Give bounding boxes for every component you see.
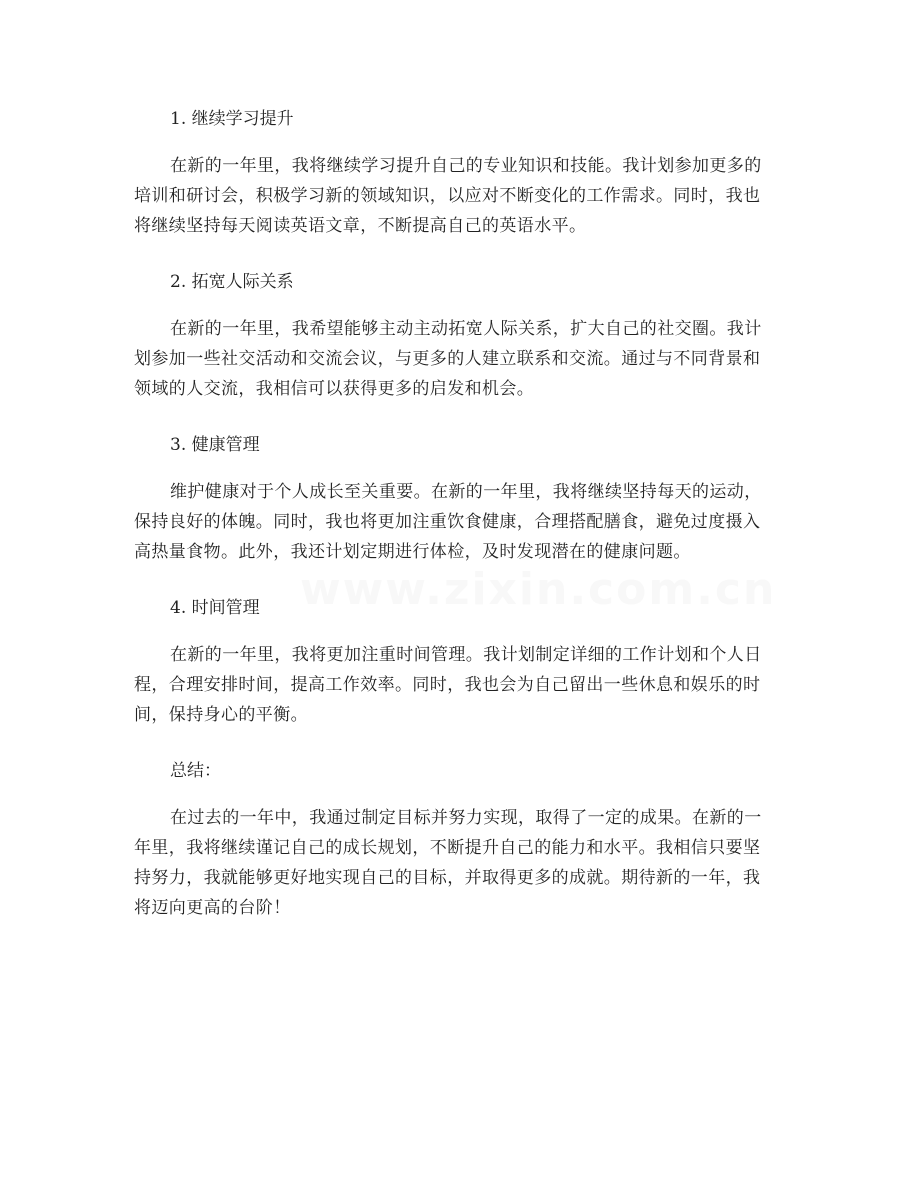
document-body [134, 104, 786, 949]
section-heading: 3. 健康管理 [170, 435, 260, 455]
paragraph-line: 保持良好的体魄。同时，我也将更加注重饮食健康，合理搭配膳食，避免过度摄入 [134, 512, 761, 532]
paragraph-line: 在过去的一年中，我通过制定目标并努力实现，取得了一定的成果。在新的一 [170, 808, 762, 828]
section-heading: 1. 继续学习提升 [170, 109, 294, 129]
section-heading: 2. 拓宽人际关系 [170, 272, 294, 292]
section-paragraph [134, 151, 786, 241]
paragraph-line: 持努力，我就能够更好地实现自己的目标，并取得更多的成就。期待新的一年，我 [134, 868, 761, 888]
paragraph-line: 划参加一些社交活动和交流会议，与更多的人建立联系和交流。通过与不同背景和 [134, 349, 761, 369]
section-paragraph [134, 477, 786, 567]
section-paragraph [134, 314, 786, 404]
section-paragraph [134, 640, 786, 730]
paragraph-line: 维护健康对于个人成长至关重要。在新的一年里，我将继续坚持每天的运动， [170, 482, 762, 502]
paragraph-line: 将继续坚持每天阅读英语文章，不断提高自己的英语水平。 [134, 216, 587, 236]
paragraph-line: 领域的人交流，我相信可以获得更多的启发和机会。 [134, 379, 535, 399]
summary-paragraph [134, 803, 786, 923]
paragraph-line: 在新的一年里，我将更加注重时间管理。我计划制定详细的工作计划和个人日 [170, 645, 762, 665]
paragraph-line: 将迈向更高的台阶！ [134, 898, 291, 918]
paragraph-line: 培训和研讨会，积极学习新的领域知识，以应对不断变化的工作需求。同时，我也 [134, 186, 761, 206]
paragraph-line: 在新的一年里，我将继续学习提升自己的专业知识和技能。我计划参加更多的 [170, 156, 762, 176]
paragraph-line: 在新的一年里，我希望能够主动主动拓宽人际关系，扩大自己的社交圈。我计 [170, 319, 762, 339]
watermark: www.zixin.com.cn [300, 564, 777, 615]
paragraph-line: 高热量食物。此外，我还计划定期进行体检，及时发现潜在的健康问题。 [134, 542, 691, 562]
section-heading: 4. 时间管理 [170, 598, 260, 618]
paragraph-line: 间，保持身心的平衡。 [134, 705, 308, 725]
paragraph-line: 年里，我将继续谨记自己的成长规划，不断提升自己的能力和水平。我相信只要坚 [134, 838, 761, 858]
paragraph-line: 程，合理安排时间，提高工作效率。同时，我也会为自己留出一些休息和娱乐的时 [134, 675, 761, 695]
summary-heading: 总结： [170, 761, 221, 781]
